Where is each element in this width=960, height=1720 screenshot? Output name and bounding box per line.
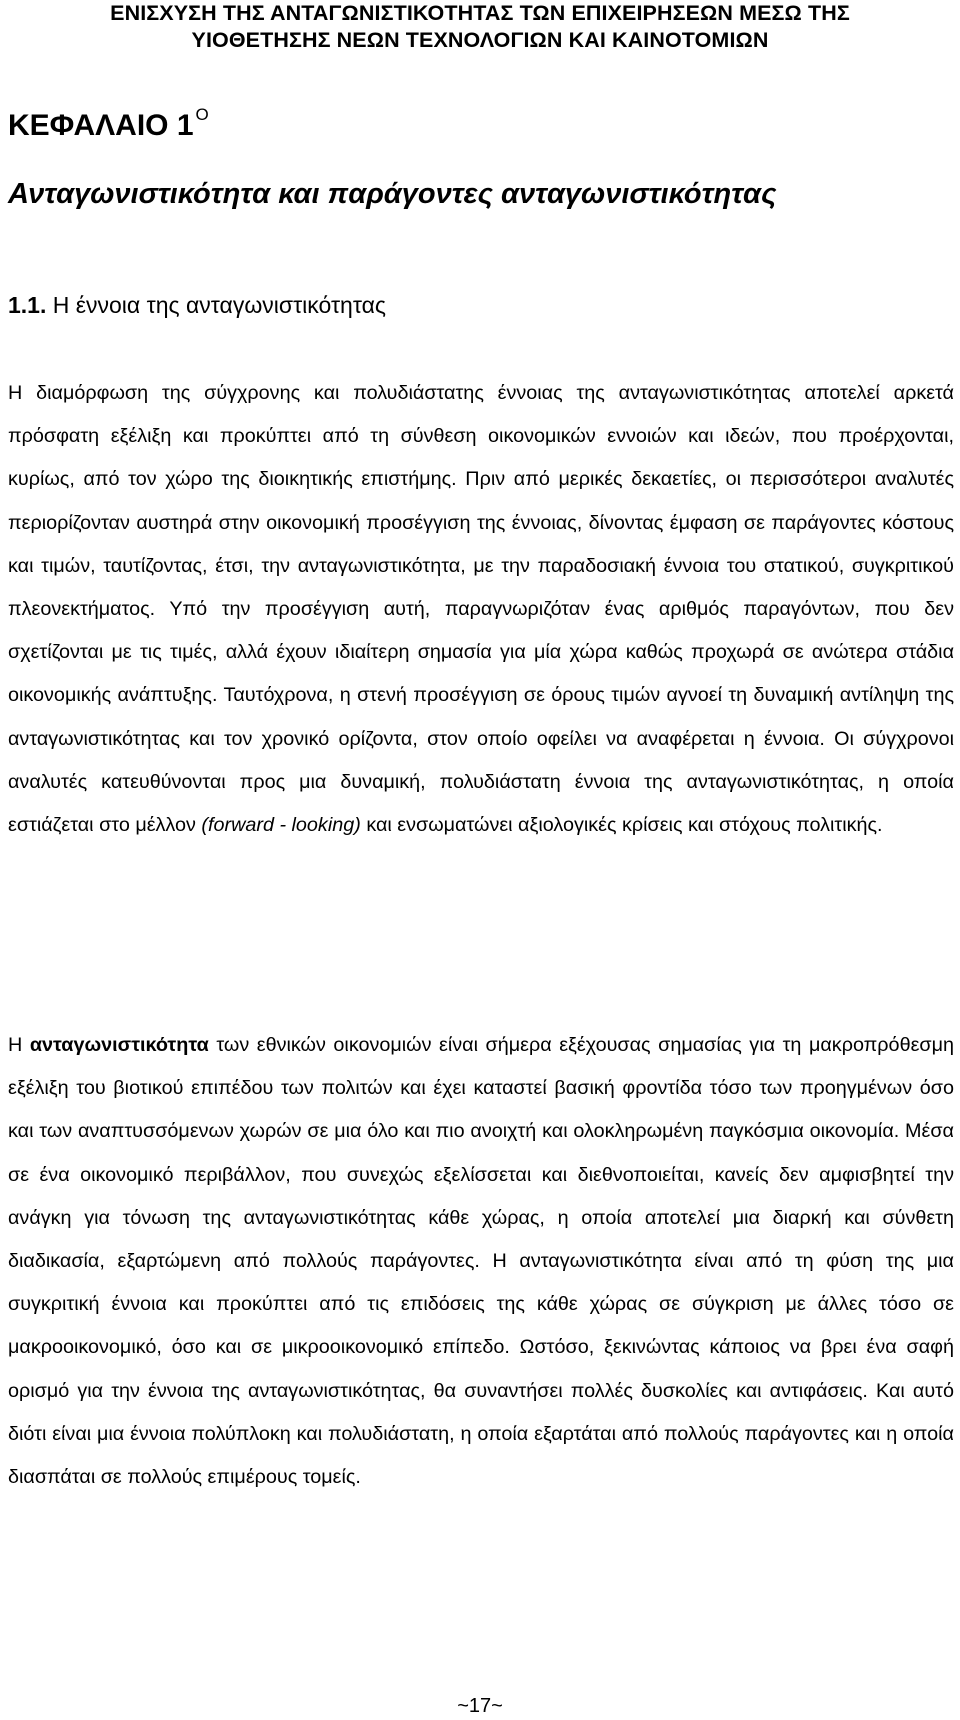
chapter-ordinal-superscript: Ο [195,105,209,124]
chapter-label: ΚΕΦΑΛΑΙΟ 1 [8,109,194,142]
paragraph-2-bold-term: ανταγωνιστικότητα [29,1034,209,1056]
running-header-line-2: ΥΙΟΘΕΤΗΣΗΣ ΝΕΩΝ ΤΕΧΝΟΛΟΓΙΩΝ ΚΑΙ ΚΑΙΝΟΤΟΜΙΩΝ [191,28,769,52]
running-header [0,0,960,54]
chapter-title: Ανταγωνιστικότητα και παράγοντες ανταγωνιστικότητας [8,178,777,210]
section-title: Η έννοια της ανταγωνιστικότητας [52,292,386,318]
page-number: ~17~ [457,1695,503,1717]
chapter-heading [8,100,209,145]
paragraph-1-text-a: Η διαμόρφωση της σύγχρονης και πολυδιάστατης έννοιας της ανταγωνιστικότητας αποτελεί αρκετά πρόσφατη εξέλιξη και προκύπτει από τη σύνθεση οικονομικών εννοιών και ιδεών, που προέρχονται, κυρίως, από τον χώρο της διοικητικής επιστήμης. Πριν από μερικές δεκαετίες, οι περισσότεροι αναλυτές περιορίζονταν αυστηρά στην οικονομική προσέγγιση της έννοιας, δίνοντας έμφαση σε παράγοντες κόστους και τιμών, ταυτίζοντας, έτσι, την ανταγωνιστικότητα, με την παραδοσιακή έννοια του στατικού, συγκριτικού πλεονεκτήματος. Υπό την προσέγγιση αυτή, παραγνωριζόταν ένας αριθμός παραγόντων, που δεν σχετίζονται με τις τιμές, αλλά έχουν ιδιαίτερη σημασία για μία χώρα καθώς προχωρά σε ανώτερα στάδια οικονομικής ανάπτυξης. Ταυτόχρονα, η στενή προσέγγιση σε όρους τιμών αγνοεί τη δυναμική αντίληψη της ανταγωνιστικότητας και τον χρονικό ορίζοντα, στον οποίο οφείλει να αναφέρεται η έννοια. Οι σύγχρονοι αναλυτές κατευθύνονται προς μια δυναμική, πολυδιάστατη έννοια της ανταγωνιστικότητας, η οποία εστιάζεται στο μέλλον [8,382,954,837]
running-header-line-1: ΕΝΙΣΧΥΣΗ ΤΗΣ ΑΝΤΑΓΩΝΙΣΤΙΚΟΤΗΤΑΣ ΤΩΝ ΕΠΙΧΕΙΡΗΣΕΩΝ ΜΕΣΩ ΤΗΣ [110,1,850,25]
paragraph-1-italic-term: (forward - looking) [201,814,361,837]
section-number: 1.1. [8,292,47,318]
body-paragraph-1 [8,372,954,847]
section-heading [8,290,386,320]
body-paragraph-2 [8,1024,954,1499]
paragraph-1-text-b: και ενσωματώνει αξιολογικές κρίσεις και στόχους πολιτικής. [366,814,883,837]
paragraph-2-lead: Η [8,1034,23,1056]
paragraph-2-text: των εθνικών οικονομιών είναι σήμερα εξέχουσας σημασίας για τη μακροπρόθεσμη εξέλιξη του βιοτικού επιπέδου των πολιτών και έχει καταστεί βασική φροντίδα τόσο των προηγμένων όσο και των αναπτυσσόμενων χωρών σε μια όλο και πιο ανοιχτή και ολοκληρωμένη παγκόσμια οικονομία. Μέσα σε ένα οικονομικό περιβάλλον, που συνεχώς εξελίσσεται και διεθνοποιείται, κανείς δεν αμφισβητεί την ανάγκη για τόνωση της ανταγωνιστικότητας κάθε χώρας, η οποία αποτελεί μια διαρκή και σύνθετη διαδικασία, εξαρτώμενη από πολλούς παράγοντες. Η ανταγωνιστικότητα είναι από τη φύση της μια συγκριτική έννοια και προκύπτει από τις επιδόσεις της κάθε χώρας σε σύγκριση με άλλες τόσο σε μακροοικονομικό, όσο και σε μικροοικονομικό επίπεδο. Ωστόσο, ξεκινώντας κάποιος να βρει ένα σαφή ορισμό για την έννοια της ανταγωνιστικότητας, θα συναντήσει πολλές δυσκολίες και αντιφάσεις. Και αυτό διότι είναι μια έννοια πολύπλοκη και πολυδιάστατη, η οποία εξαρτάται από πολλούς παράγοντες και η οποία διασπάται σε πολλούς επιμέρους τομείς. [8,1034,954,1489]
